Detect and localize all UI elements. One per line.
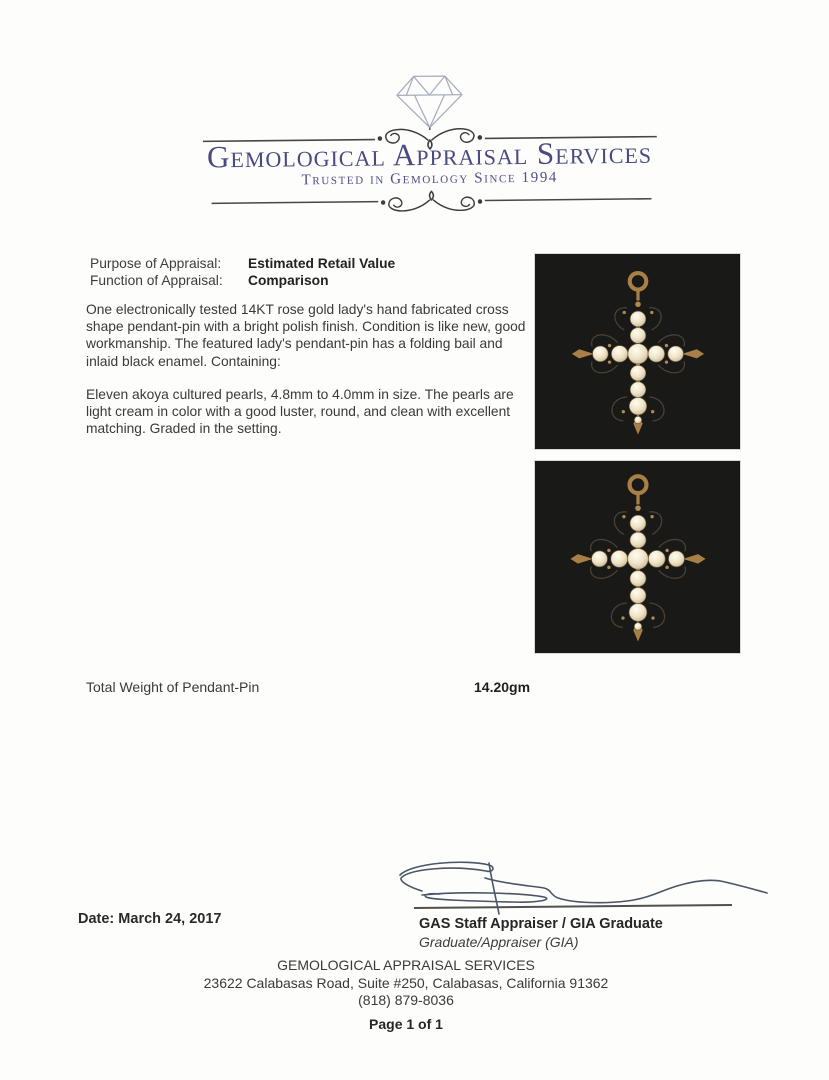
photo-pearl-cross-pendant-2	[535, 461, 740, 653]
function-row	[90, 272, 395, 289]
weight-label: Total Weight of Pendant-Pin	[86, 679, 260, 695]
date-line	[78, 911, 221, 927]
letterhead	[0, 0, 829, 236]
function-label: Function of Appraisal:	[90, 273, 223, 288]
date-label: Date:	[78, 911, 115, 927]
signer-title: GAS Staff Appraiser / GIA Graduate	[419, 916, 663, 932]
pearl-description: Eleven akoya cultured pearls, 4.8mm to 4.0mm in size. The pearls are light cream in color with a good luster, round, and clean with excellent matching. Graded in the setting.	[86, 387, 514, 437]
photo-pearl-cross-pendant-1	[535, 254, 740, 449]
diamond-logo-icon	[385, 70, 474, 131]
purpose-value: Estimated Retail Value	[248, 256, 396, 271]
purpose-row	[90, 255, 395, 272]
item-description: One electronically tested 14KT rose gold lady's hand fabricated cross shape pendant-pin with a bright polish finish. Condition is like new, good workmanship. The featured lady's pendant-pin has a folding bail and inlaid black enamel. Containing:	[86, 302, 526, 369]
weight-value: 14.20gm	[474, 679, 531, 695]
appraisal-meta	[90, 255, 395, 289]
org-title: Gemological Appraisal Services	[206, 134, 653, 175]
footer	[0, 957, 812, 1033]
footer-phone: (818) 879-8036	[358, 992, 454, 1008]
footer-address: 23622 Calabasas Road, Suite #250, Calabasas, California 91362	[203, 974, 609, 991]
signer-subtitle: Graduate/Appraiser (GIA)	[419, 934, 579, 950]
org-tagline: Trusted in Gemology Since 1994	[301, 169, 559, 189]
footer-org-name: GEMOLOGICAL APPRAISAL SERVICES	[277, 957, 535, 973]
date-value: March 24, 2017	[118, 911, 222, 927]
purpose-label: Purpose of Appraisal:	[90, 256, 222, 271]
pearl-cross-illustration	[546, 262, 730, 442]
flourish-ornament-icon	[211, 188, 651, 219]
handwritten-signature	[392, 857, 770, 915]
function-value: Comparison	[248, 273, 329, 288]
page-number: Page 1 of 1	[369, 1015, 443, 1032]
pearl-cross-illustration	[543, 465, 733, 649]
